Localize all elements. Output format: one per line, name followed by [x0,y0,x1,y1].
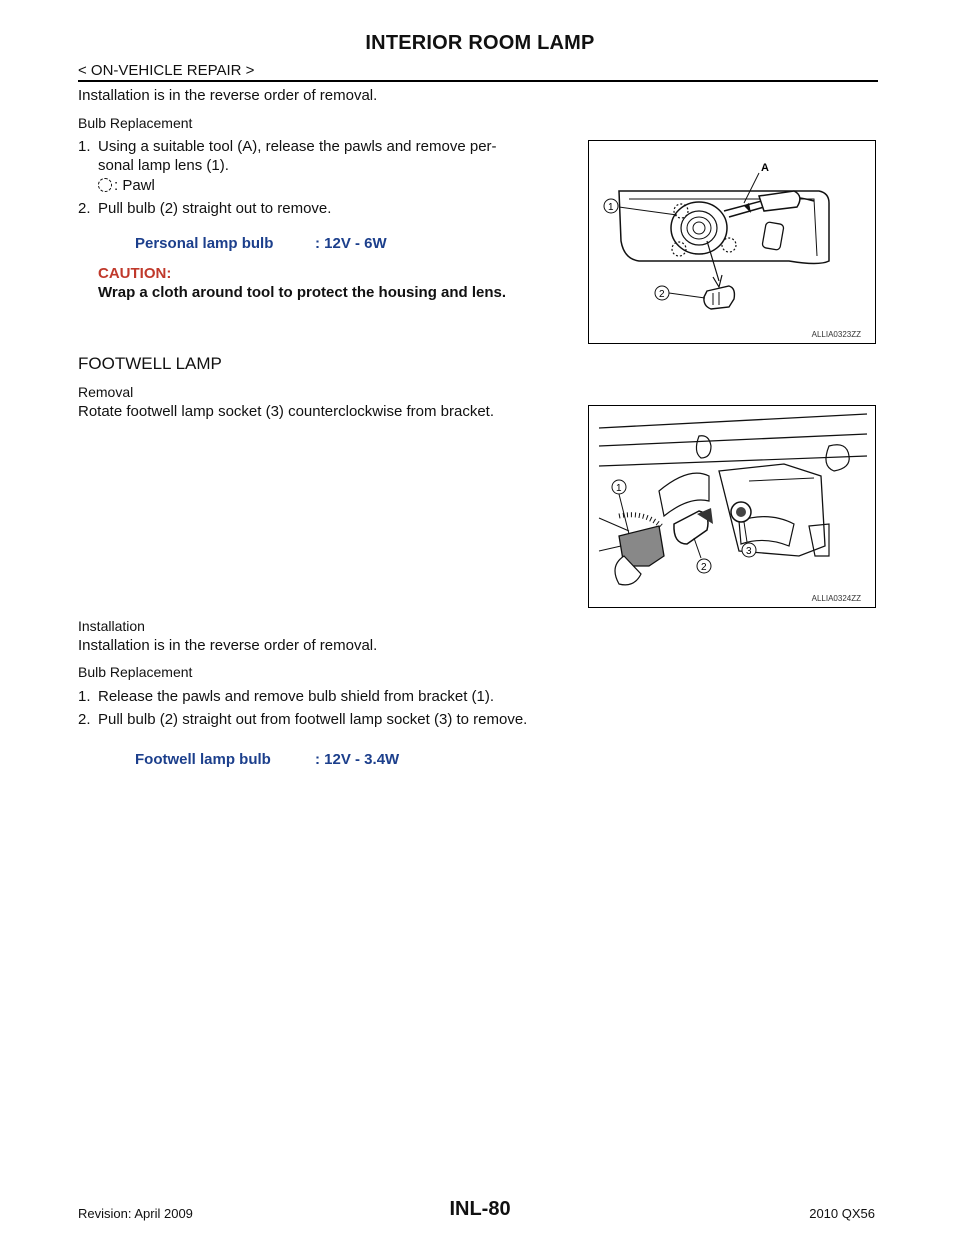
bulb-replacement-heading: Bulb Replacement [78,664,193,680]
bulb-replacement-heading: Bulb Replacement [78,115,193,131]
pawl-icon [98,178,112,192]
callout-1: 1 [608,202,614,213]
step-number: 1. [78,138,91,155]
footwell-lamp-title: FOOTWELL LAMP [78,354,222,373]
spec-label: Footwell lamp bulb [135,751,271,768]
installation-note: Installation is in the reverse order of removal. [78,87,378,104]
step-1-continued: sonal lamp lens (1). [98,157,229,174]
callout-3: 3 [746,546,752,557]
pawl-legend-text: : Pawl [114,177,155,194]
vehicle-model: 2010 QX56 [809,1206,875,1221]
callout-2: 2 [701,562,707,573]
figure-id: ALLIA0323ZZ [811,330,861,339]
callout-1: 1 [616,483,622,494]
personal-lamp-figure [588,140,876,344]
step-2 [78,199,331,218]
footwell-lamp-figure [588,405,876,608]
page-title: INTERIOR ROOM LAMP [365,32,595,54]
removal-text: Rotate footwell lamp socket (3) counterclockwise from bracket. [78,403,494,420]
footwell-lamp-illustration [589,406,874,606]
step-2 [78,710,527,729]
installation-text: Installation is in the reverse order of removal. [78,637,378,654]
step-text: Pull bulb (2) straight out to remove. [98,200,332,217]
figure-id: ALLIA0324ZZ [811,594,861,603]
removal-heading: Removal [78,384,134,400]
breadcrumb: < ON-VEHICLE REPAIR > [78,62,255,79]
page-number: INL-80 [449,1198,511,1220]
step-1 [78,687,494,706]
caution-heading: CAUTION: [98,265,172,282]
step-number: 2. [78,711,91,728]
step-number: 2. [78,200,91,217]
step-text: Using a suitable tool (A), release the pawls and remove per- [98,138,497,155]
installation-heading: Installation [78,618,145,634]
personal-lamp-spec [135,235,387,252]
step-text: Release the pawls and remove bulb shield from bracket (1). [98,688,495,705]
step-text: Pull bulb (2) straight out from footwell lamp socket (3) to remove. [98,711,528,728]
step-number: 1. [78,688,91,705]
pawl-legend [98,176,155,195]
personal-lamp-illustration [589,141,874,342]
step-1 [78,137,574,156]
spec-label: Personal lamp bulb [135,235,274,252]
caution-text: Wrap a cloth around tool to protect the housing and lens. [98,284,507,301]
footwell-lamp-spec [135,751,399,768]
spec-value: : 12V - 6W [315,235,387,252]
header-divider [78,80,878,82]
callout-a: A [761,162,769,174]
spec-value: : 12V - 3.4W [315,751,400,768]
callout-2: 2 [659,289,665,300]
revision-date: Revision: April 2009 [78,1206,193,1221]
